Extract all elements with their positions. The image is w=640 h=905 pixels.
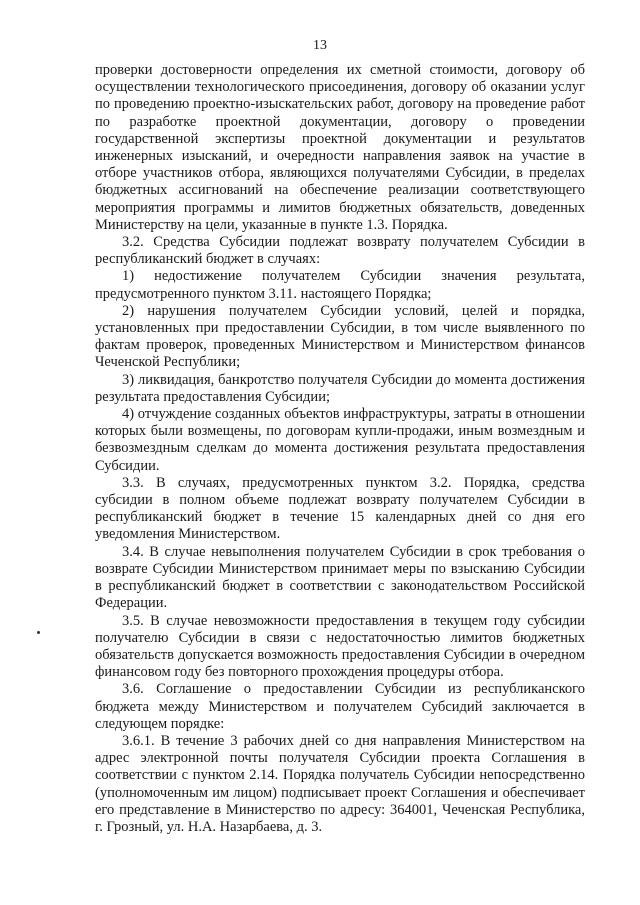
document-body [95, 62, 585, 836]
list-item-4: 4) отчуждение созданных объектов инфраструктуры, затраты в отношении которых были возмещены, по договорам купли-продажи, иным возмездным и безвозмездным сделкам до момента достижения результата предоставления Субсидии. [95, 406, 585, 474]
paragraph-3-5: 3.5. В случае невозможности предоставления в текущем году субсидии получателю Субсидии в связи с недостаточностью лимитов бюджетных обязательств допускается возможность предоставления Субсидии в очередном финансовом году без повторного прохождения процедуры отбора. [95, 612, 585, 681]
paragraph-3-6: 3.6. Соглашение о предоставлении Субсидии из республиканского бюджета между Министерством и получателем Субсидий заключается в следующем порядке: [95, 681, 585, 732]
paragraph-3-4: 3.4. В случае невыполнения получателем Субсидии в срок требования о возврате Субсидии Министерством принимает меры по взысканию Субсидии в республиканский бюджет в соответствии с законодательством Российской Федерации. [95, 543, 585, 612]
list-item-1: 1) недостижение получателем Субсидии значения результата, предусмотренного пунктом 3.11. настоящего Порядка; [95, 268, 585, 302]
paragraph-3-2: 3.2. Средства Субсидии подлежат возврату получателем Субсидии в республиканский бюджет в случаях: [95, 234, 585, 268]
paragraph-3-6-1: 3.6.1. В течение 3 рабочих дней со дня направления Министерством на адрес электронной почты получателя Субсидии проекта Соглашения в соответствии с пунктом 2.14. Порядка получатель Субсидии непосредственно (уполномоченным им лицом) подписывает проект Соглашения и обеспечивает его представление в Министерство по адресу: 364001, Чеченская Республика, г. Грозный, ул. Н.А. Назарбаева, д. 3. [95, 732, 585, 835]
scan-dot-mark [37, 631, 40, 634]
paragraph-continuation: проверки достоверности определения их сметной стоимости, договору об осуществлении технологического присоединения, договору об оказании услуг по проведению проектно-изыскательских работ, договору на проведение работ по разработке проектной документации, договору о проведении государственной экспертизы проектной документации и результатов инженерных изысканий, и очередности направления заявок на участие в отборе участников отбора, являющихся получателями Субсидии, в пределах бюджетных ассигнований на обеспечение реализации соответствующего мероприятия программы и лимитов бюджетных обязательств, доведенных Министерству на цели, указанные в пункте 1.3. Порядка. [95, 62, 585, 233]
page-number: 13 [313, 38, 327, 53]
list-item-2: 2) нарушения получателем Субсидии условий, целей и порядка, установленных при предоставлении Субсидии, в том числе выявленного по фактам проверок, проведенных Министерством и Министерством финансов Чеченской Республики; [95, 302, 585, 371]
list-item-3: 3) ликвидация, банкротство получателя Субсидии до момента достижения результата предоставления Субсидии; [95, 371, 585, 405]
paragraph-3-3: 3.3. В случаях, предусмотренных пунктом 3.2. Порядка, средства субсидии в полном объеме подлежат возврату получателем Субсидии в республиканский бюджет в течение 15 календарных дней со дня его уведомления Министерством. [95, 474, 585, 543]
